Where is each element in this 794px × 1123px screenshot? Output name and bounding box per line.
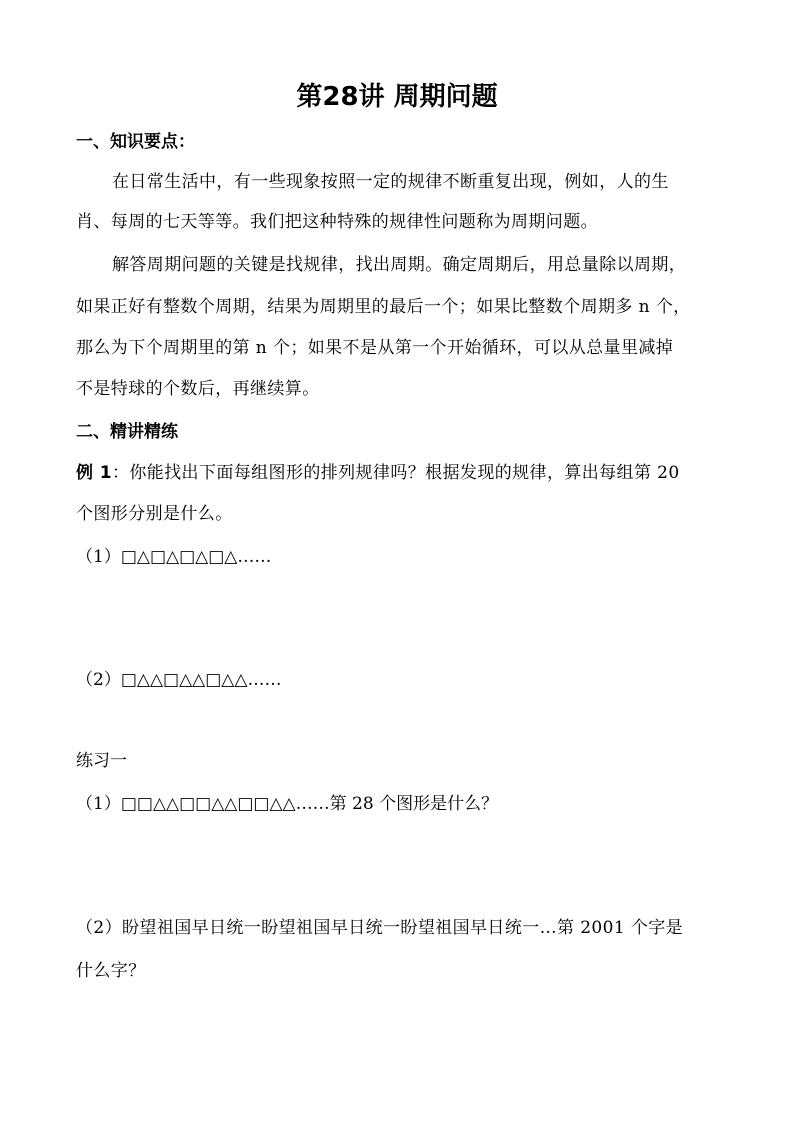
example-1-line-2: 个图形分别是什么。 xyxy=(76,504,233,524)
paragraph-2-line-3: 那么为下个周期里的第 n 个；如果不是从第一个开始循环，可以从总量里减掉 xyxy=(76,338,674,358)
paragraph-2-line-4: 不是特球的个数后，再继续算。 xyxy=(76,379,320,399)
paragraph-2-line-2: 如果正好有整数个周期，结果为周期里的最后一个；如果比整数个周期多 n 个， xyxy=(76,297,691,317)
example-1-label: 例 1 xyxy=(76,463,112,483)
paragraph-2-line-1-text: 解答周期问题的关键是找规律，找出周期。确定周期后，用总量除以周期， xyxy=(112,255,687,275)
example-1-line-1 xyxy=(76,463,680,483)
paragraph-1-line-1: 在日常生活中，有一些现象按照一定的规律不断重复出现，例如，人的生 xyxy=(112,172,669,192)
practice-question-2-line-1: （2）盼望祖国早日统一盼望祖国早日统一盼望祖国早日统一…第 2001 个字是 xyxy=(76,918,684,938)
practice-heading: 练习一 xyxy=(76,751,127,771)
example-1-question-1: （1）□△□△□△□△…… xyxy=(76,547,272,567)
section-heading-practice: 二、精讲精练 xyxy=(76,422,178,442)
page-title: 第28讲 周期问题 xyxy=(296,82,498,112)
practice-question-2-line-2: 什么字？ xyxy=(76,961,146,981)
example-1-text: ：你能找出下面每组图形的排列规律吗？根据发现的规律，算出每组第 20 xyxy=(111,463,680,483)
example-1-question-2: （2）□△△□△△□△△…… xyxy=(76,670,282,690)
paragraph-1-line-2: 肖、每周的七天等等。我们把这种特殊的规律性问题称为周期问题。 xyxy=(76,212,598,232)
section-heading-knowledge: 一、知识要点： xyxy=(76,132,195,152)
practice-question-1: （1）□□△△□□△△□□△△……第 28 个图形是什么？ xyxy=(76,794,499,814)
